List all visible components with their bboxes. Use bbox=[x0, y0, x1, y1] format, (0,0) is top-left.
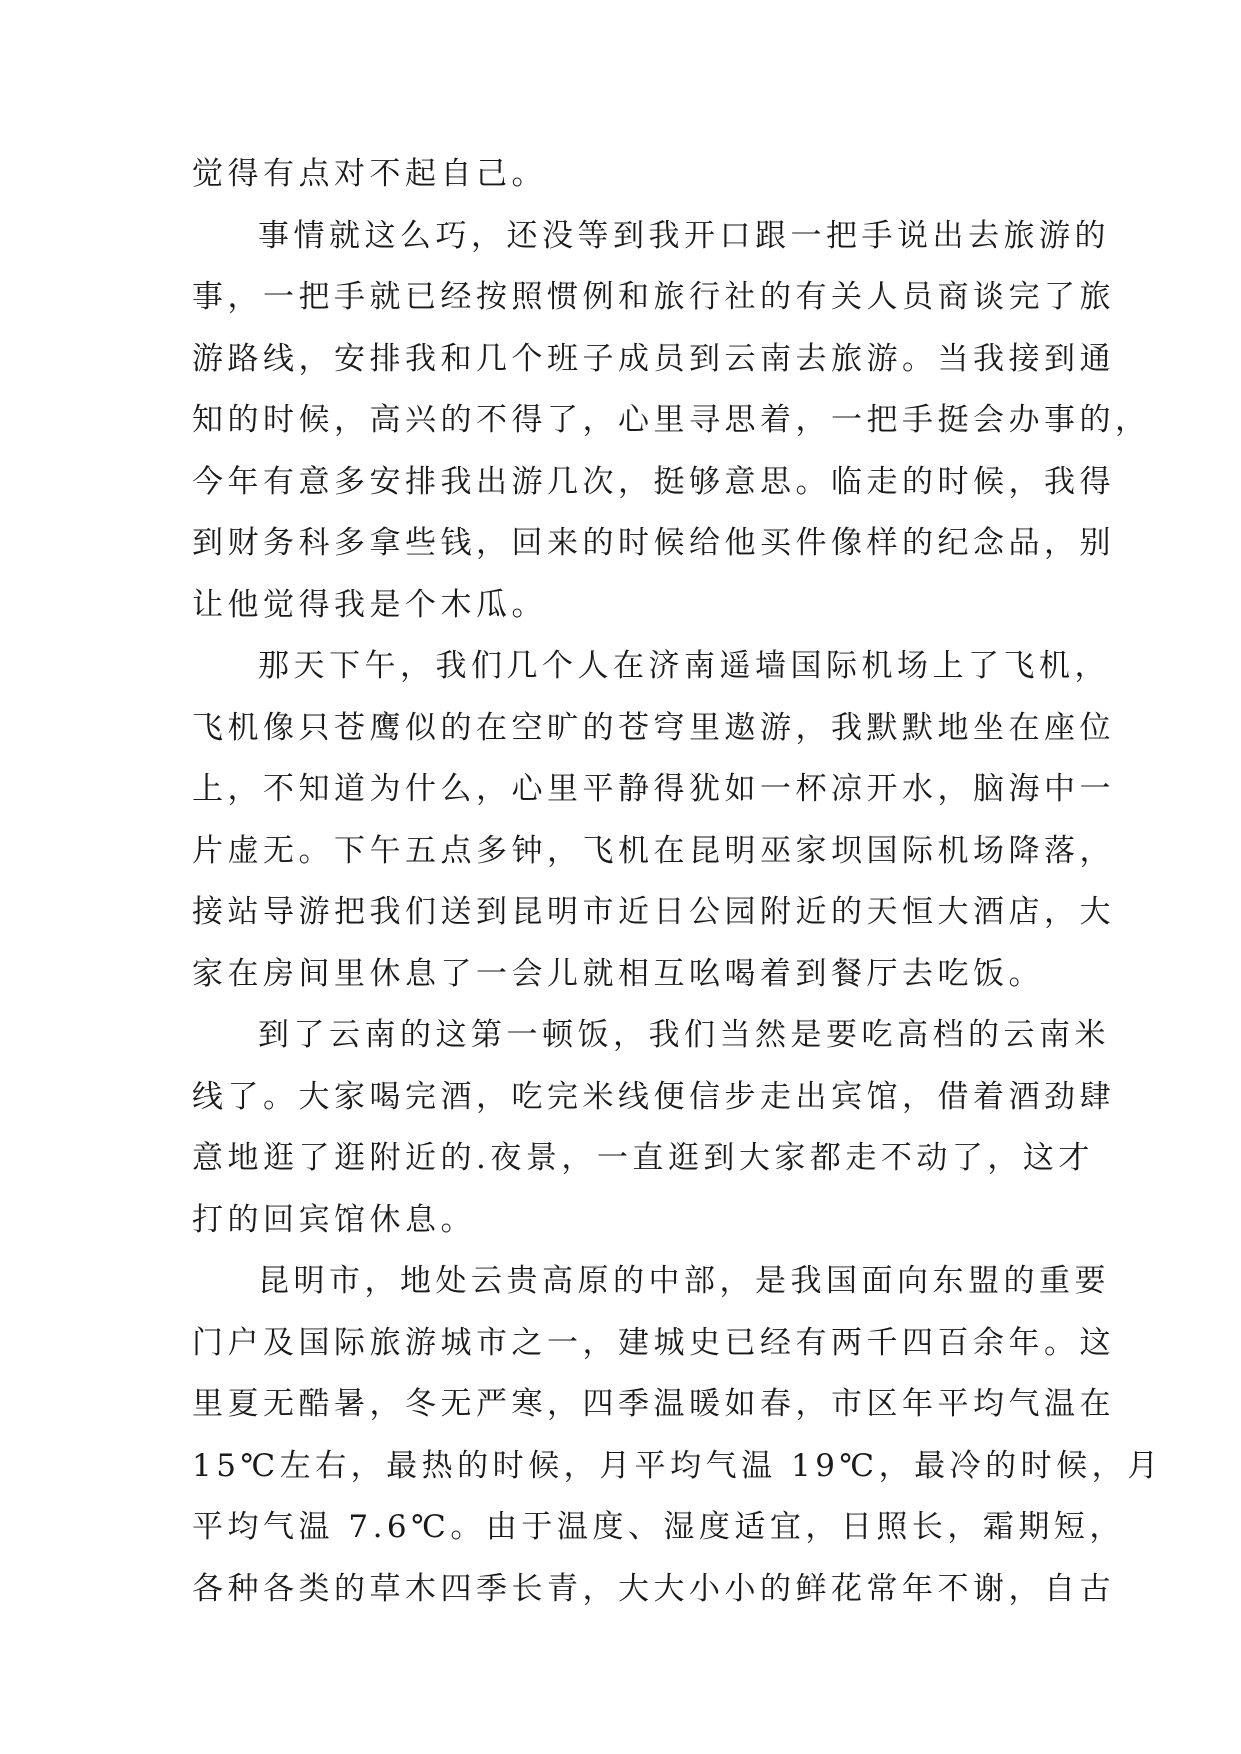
text-line: 飞机像只苍鹰似的在空旷的苍穹里遨游，我默默地坐在座位 bbox=[192, 709, 1115, 746]
text-line: 游路线，安排我和几个班子成员到云南去旅游。当我接到通 bbox=[192, 340, 1115, 377]
text-line: 里夏无酷暑，冬无严寒，四季温暖如春，市区年平均气温在 bbox=[192, 1386, 1115, 1422]
text-line: 打的回宾馆休息。 bbox=[192, 1201, 476, 1238]
paragraph-first-line: 到了云南的这第一顿饭，我们当然是要吃高档的云南米 bbox=[258, 1017, 1110, 1053]
text-line: 今年有意多安排我出游几次，挺够意思。临走的时候，我得 bbox=[192, 463, 1115, 500]
text-line: 上，不知道为什么，心里平静得犹如一杯凉开水，脑海中一 bbox=[192, 771, 1115, 807]
text-line: 平均气温 7.6℃。由于温度、湿度适宜，日照长，霜期短， bbox=[192, 1509, 1125, 1545]
text-line: 片虚无。下午五点多钟，飞机在昆明巫家坝国际机场降落， bbox=[192, 832, 1115, 869]
text-line: 接站导游把我们送到昆明市近日公园附近的天恒大酒店，大 bbox=[192, 894, 1115, 930]
text-line: 到财务科多拿些钱，回来的时候给他买件像样的纪念品，别 bbox=[192, 525, 1115, 561]
paragraph-first-line: 事情就这么巧，还没等到我开口跟一把手说出去旅游的 bbox=[258, 217, 1110, 254]
text-line: 事，一把手就已经按照惯例和旅行社的有关人员商谈完了旅 bbox=[192, 279, 1115, 315]
document-body bbox=[192, 156, 1163, 1632]
text-line: 意地逛了逛附近的.夜景，一直逛到大家都走不动了，这才 bbox=[192, 1140, 1094, 1176]
text-line: 线了。大家喝完酒，吃完米线便信步走出宾馆，借着酒劲肆 bbox=[192, 1078, 1115, 1115]
text-line: 知的时候，高兴的不得了，心里寻思着，一把手挺会办事的， bbox=[192, 402, 1151, 438]
paragraph-first-line: 昆明市，地处云贵高原的中部，是我国面向东盟的重要 bbox=[258, 1263, 1110, 1299]
text-line: 家在房间里休息了一会儿就相互吆喝着到餐厅去吃饭。 bbox=[192, 955, 1044, 992]
text-line: 门户及国际旅游城市之一，建城史已经有两千四百余年。这 bbox=[192, 1324, 1115, 1361]
text-line: 觉得有点对不起自己。 bbox=[192, 156, 547, 192]
text-line: 15℃左右，最热的时候，月平均气温 19℃，最冷的时候，月 bbox=[192, 1447, 1163, 1484]
text-line: 各种各类的草木四季长青，大大小小的鲜花常年不谢，自古 bbox=[192, 1570, 1115, 1607]
text-line: 让他觉得我是个木瓜。 bbox=[192, 586, 547, 623]
paragraph-first-line: 那天下午，我们几个人在济南遥墙国际机场上了飞机， bbox=[258, 648, 1110, 684]
